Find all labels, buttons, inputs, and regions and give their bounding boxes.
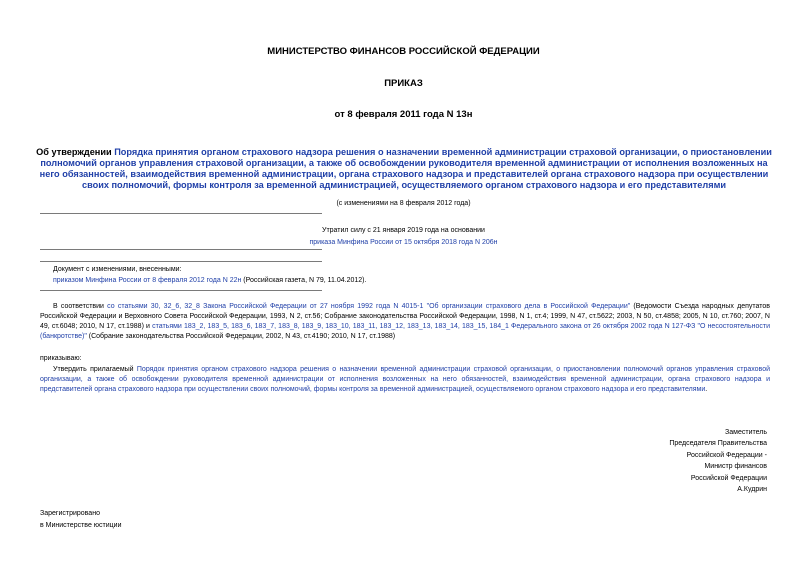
divider-4 bbox=[40, 290, 322, 291]
amended-line bbox=[53, 276, 773, 286]
expired-note: Утратил силу с 21 января 2019 года на основании bbox=[322, 227, 485, 234]
ministry-heading: МИНИСТЕРСТВО ФИНАНСОВ РОССИЙСКОЙ ФЕДЕРАЦИИ bbox=[267, 46, 540, 57]
procedure-link[interactable]: Порядок принятия органом страхового надзора решения о назначении временной администрации страховой организации, о приостановлении полномочий органов управления страховой организации, а также об освобождении руководителя временной администрации от исполнения возложенных на него обязанностей, взаимодействия временной администрации, органа страхового надзора и представителей органа страхового надзора при осуществлении своих полномочий, формы контроля за временной администрацией, осуществляемого органом страхового надзора и его представителями bbox=[40, 366, 770, 393]
preamble-text-2: (Ведомости Съезда народных депутатов Российской Федерации и Верховного Совета Российской Федерации, 1993, N 2, ст.56; Собрание законодательства Российской Федерации, 1998, N 1, ст.4; 1999, N 47, ст.5622; 2003, N 50, ст.4858; 2005, N 10, ст.760; 2007, N 49, ст.6048; 2010, N 17, ст.1988) и bbox=[40, 303, 770, 330]
amending-order-link[interactable]: приказом Минфина России от 8 февраля 2012 года N 22н bbox=[53, 277, 242, 284]
divider-2 bbox=[40, 249, 322, 250]
preamble-text-3: (Собрание законодательства Российской Федерации, 2002, N 43, ст.4190; 2010, N 17, ст.1988) bbox=[86, 333, 396, 340]
signature-line: Заместитель bbox=[725, 429, 767, 436]
expired-link-row bbox=[0, 238, 807, 248]
order-paragraph bbox=[40, 365, 770, 395]
signature-line: Российской Федерации bbox=[690, 474, 767, 482]
divider-3 bbox=[40, 261, 322, 262]
registration-block bbox=[40, 508, 121, 531]
registration-line: в Министерстве юстиции bbox=[40, 521, 122, 529]
preamble-text-1: В соответствии bbox=[53, 303, 108, 310]
order-word: приказываю: bbox=[40, 355, 82, 362]
signature-line: Министр финансов bbox=[704, 463, 767, 471]
bankruptcy-law-link[interactable]: статьями 183_2, 183_5, 183_6, 183_7, 183_8, 183_9, 183_10, 183_11, 183_12, 183_13, 183_14, 183_15, 184_1 Федерального закона от 26 октября 2002 года N 127-ФЗ "О несостоятельности (банкротстве)" bbox=[40, 323, 770, 340]
amended-label: Документ с изменениями, внесенными: bbox=[53, 266, 182, 273]
order-text-2: . bbox=[705, 386, 708, 393]
order-text-1: Утвердить прилагаемый bbox=[53, 366, 137, 373]
insurance-law-link[interactable]: со статьями 30, 32_6, 32_8 Закона Российской Федерации от 27 ноября 1992 года N 4015-1 "Об организации страхового дела в Российской Федерации" bbox=[107, 303, 631, 310]
signature-line: А.Кудрин bbox=[737, 486, 767, 494]
divider-1 bbox=[40, 213, 322, 214]
preamble-paragraph bbox=[40, 302, 770, 342]
registration-line: Зарегистрировано bbox=[40, 510, 100, 517]
signature-line: Российской Федерации - bbox=[686, 451, 767, 459]
expired-order-link[interactable]: приказа Минфина России от 15 октября 2018 года N 206н bbox=[309, 239, 498, 246]
doc-type-heading: ПРИКАЗ bbox=[384, 78, 423, 89]
document-title bbox=[34, 147, 774, 191]
signature-line: Председателя Правительства bbox=[669, 440, 767, 448]
title-link[interactable]: Порядка принятия органом страхового надзора решения о назначении временной администрации страховой организации, о приостановлении полномочий органов управления страховой организации, а также об освобождении руководителя временной администрации от исполнения возложенных на него обязанностей, взаимодействия временной администрации, органа страхового надзора и представителей органа страхового надзора при осуществлении своих полномочий, формы контроля за временной администрацией, осуществляемого органом страхового надзора и его представителями bbox=[39, 147, 772, 190]
doc-date-number: от 8 февраля 2011 года N 13н bbox=[334, 109, 473, 120]
title-prefix: Об утверждении bbox=[36, 147, 115, 157]
revision-note: (с изменениями на 8 февраля 2012 года) bbox=[336, 200, 471, 207]
amended-suffix: (Российская газета, N 79, 11.04.2012). bbox=[241, 277, 367, 284]
signature-block bbox=[669, 427, 767, 495]
